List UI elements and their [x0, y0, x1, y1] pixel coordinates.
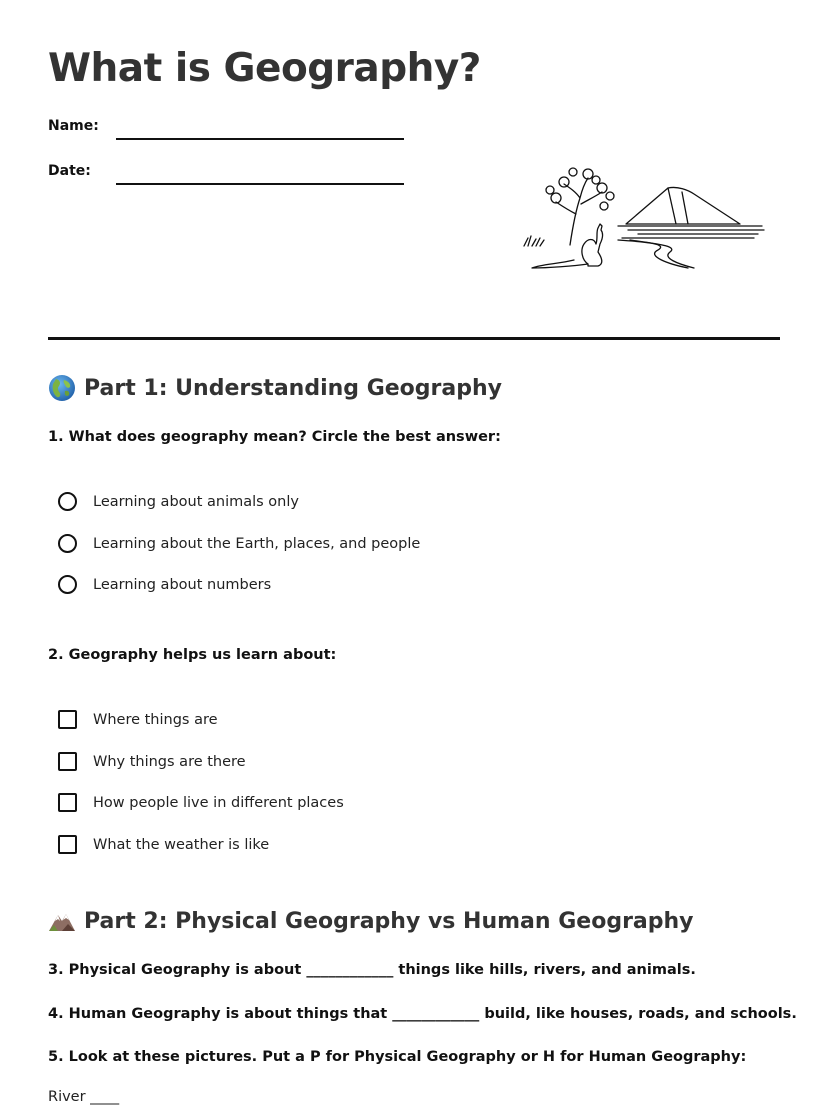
option-label: What the weather is like: [93, 836, 270, 853]
question-5: 5. Look at these pictures. Put a P for Physical Geography or H for Human Geography:: [48, 1049, 747, 1065]
q1-option-3[interactable]: [58, 575, 271, 594]
question-4: 4. Human Geography is about things that ____________ build, like houses, roads, and schools.: [48, 1006, 797, 1022]
option-label: Learning about animals only: [93, 493, 299, 510]
q1-option-2[interactable]: [58, 534, 420, 553]
checkbox[interactable]: [58, 835, 77, 854]
checkbox[interactable]: [58, 793, 77, 812]
date-label: Date:: [48, 163, 91, 179]
q2-option-3[interactable]: [58, 793, 344, 812]
checkbox[interactable]: [58, 710, 77, 729]
question-1: 1. What does geography mean? Circle the best answer:: [48, 429, 501, 445]
radio-button[interactable]: [58, 492, 77, 511]
option-label: How people live in different places: [93, 794, 344, 811]
part1-heading: [48, 374, 502, 402]
item-river[interactable]: River ____: [48, 1089, 120, 1105]
page-title: What is Geography?: [48, 46, 481, 91]
section-divider: [48, 337, 780, 340]
name-label: Name:: [48, 118, 99, 134]
part2-heading: [48, 907, 694, 935]
mountain-icon: [48, 907, 76, 935]
part2-heading-text: Part 2: Physical Geography vs Human Geography: [84, 908, 694, 934]
question-2: 2. Geography helps us learn about:: [48, 647, 337, 663]
option-label: Why things are there: [93, 753, 246, 770]
question-3: 3. Physical Geography is about ____________ things like hills, rivers, and animals.: [48, 962, 696, 978]
checkbox[interactable]: [58, 752, 77, 771]
q2-option-4[interactable]: [58, 835, 269, 854]
option-label: Learning about the Earth, places, and people: [93, 535, 421, 552]
q2-option-1[interactable]: [58, 710, 218, 729]
option-label: Learning about numbers: [93, 576, 272, 593]
name-field[interactable]: [116, 138, 404, 140]
radio-button[interactable]: [58, 534, 77, 553]
landscape-illustration: [518, 160, 768, 276]
part1-heading-text: Part 1: Understanding Geography: [84, 375, 502, 401]
globe-icon: [48, 374, 76, 402]
radio-button[interactable]: [58, 575, 77, 594]
date-field[interactable]: [116, 183, 404, 185]
option-label: Where things are: [93, 711, 218, 728]
q1-option-1[interactable]: [58, 492, 299, 511]
q2-option-2[interactable]: [58, 752, 246, 771]
